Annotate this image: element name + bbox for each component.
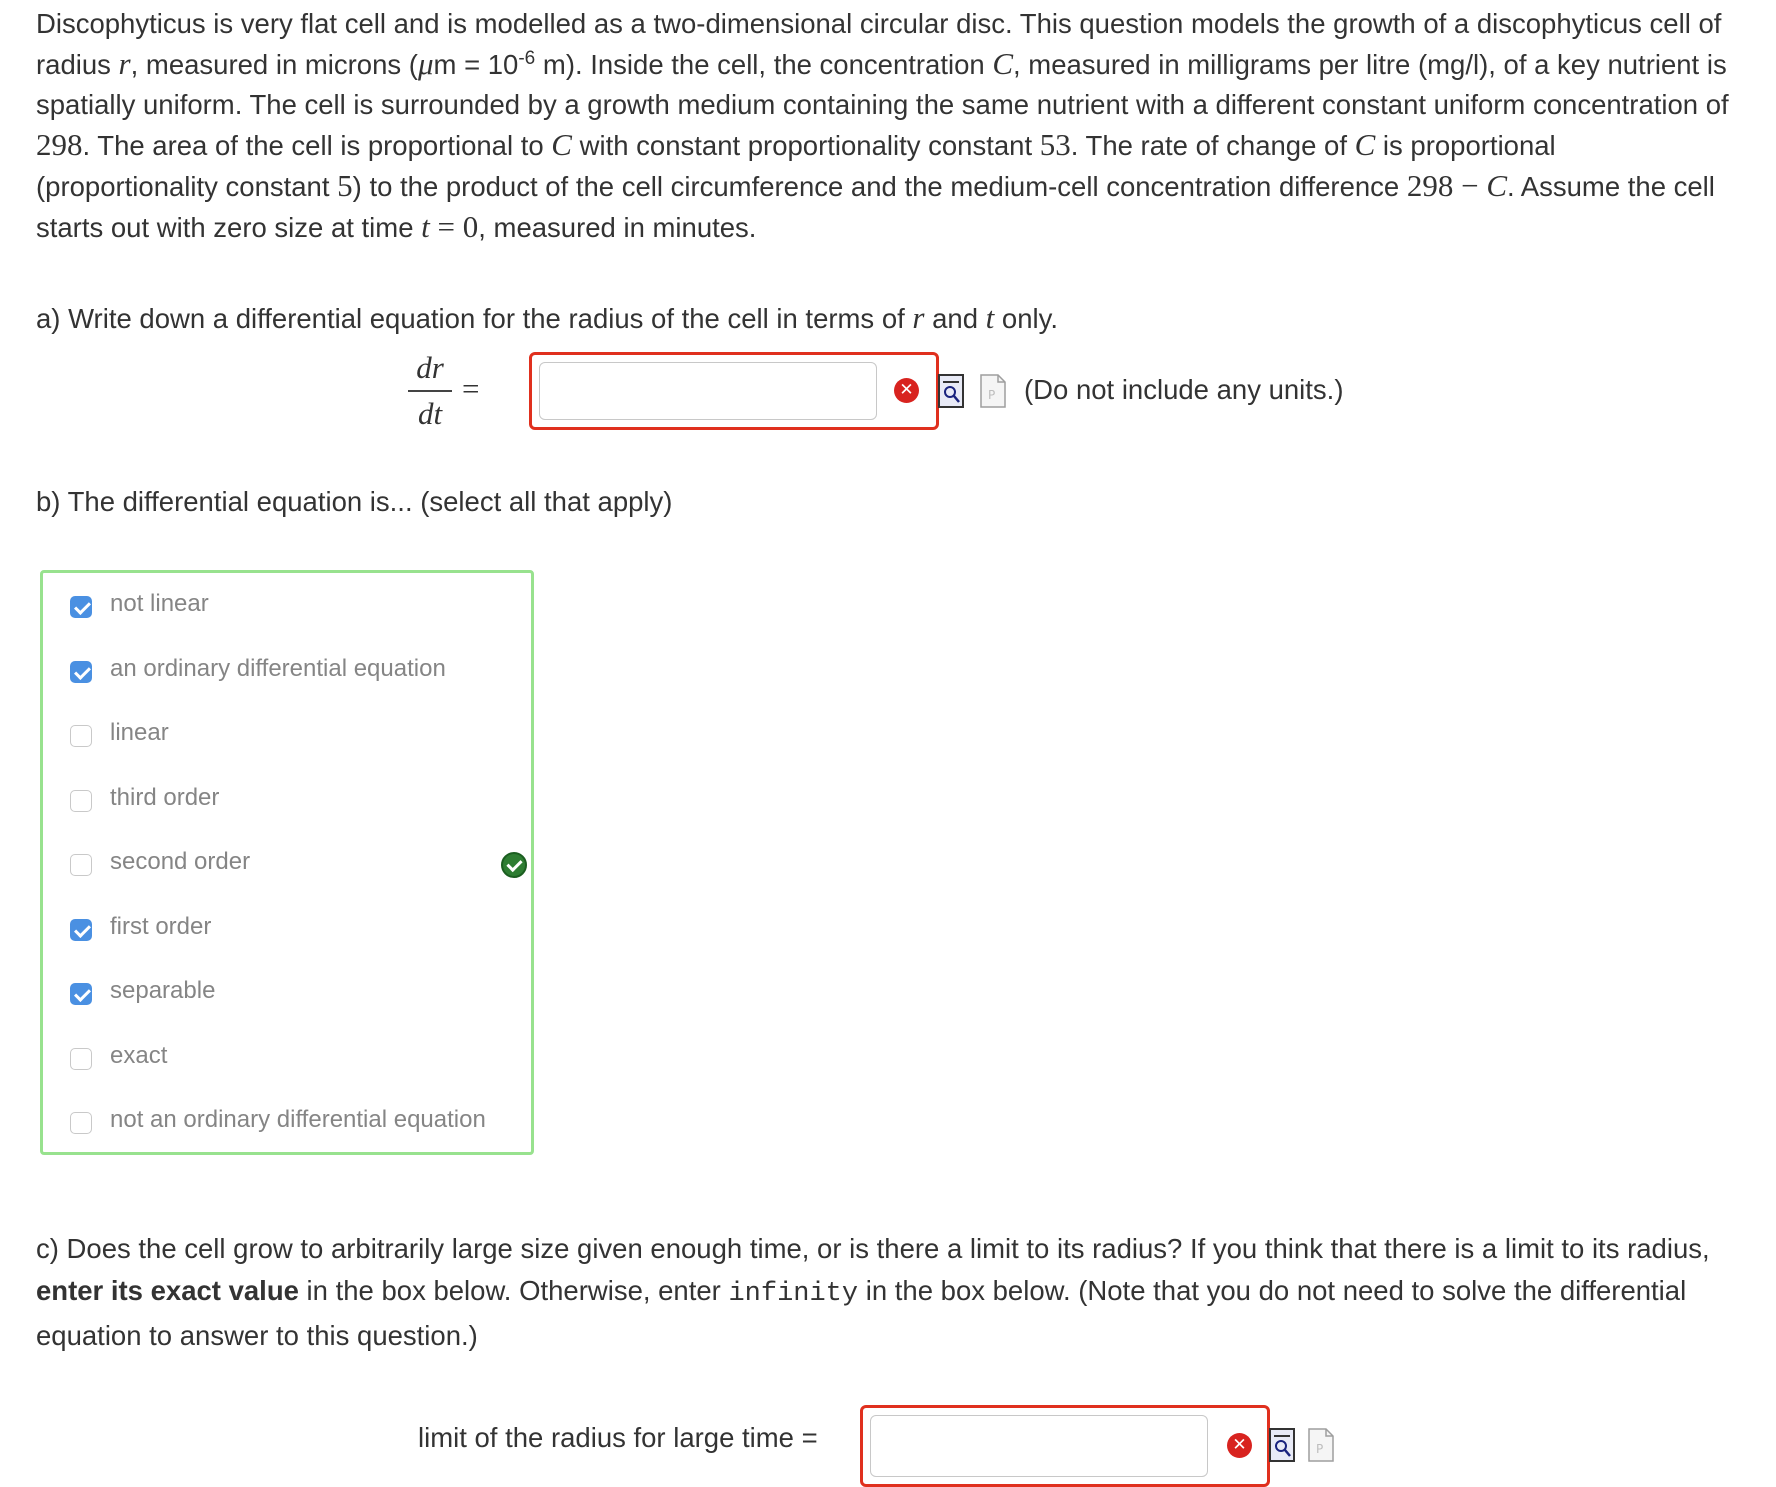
problem-statement: Discophyticus is very flat cell and is modelled as a two-dimensional circular disc. This question models the growth of a discophyticus cell of radius r, measured in microns ($\mu m = 10^{-6}$ m). Inside the cell, the concentration C, measured in milligrams per litre (mg/l), of a key nutrient is spatially uniform. The cell is surrounded by a growth medium containing the same nutrient with a different constant uniform concentration of 298. The area of the cell is proportional to C with constant proportionality constant 53. The rate of change of C is proportional (proportionality constant 5) to the product of the cell circumference and the medium-cell concentration difference 298 − C. Assume the cell starts out with zero size at time t = 0, measured in minutes. [36, 8, 1729, 244]
checkbox-label: linear [110, 719, 169, 746]
checkbox-label: not an ordinary differential equation [110, 1106, 486, 1133]
checkbox-checked[interactable] [70, 919, 92, 941]
checkbox-unchecked[interactable] [70, 725, 92, 747]
fraction-numerator: dr [416, 350, 444, 385]
part-a-answer-input[interactable] [539, 362, 877, 420]
checkbox-unchecked[interactable] [70, 1112, 92, 1134]
checkbox-label: first order [110, 912, 212, 940]
checkbox-unchecked[interactable] [70, 1048, 92, 1070]
equals-sign: = [462, 371, 480, 406]
checkbox-label: not linear [110, 590, 209, 617]
svg-text:P: P [988, 388, 996, 402]
equation-editor-icon[interactable] [1308, 1428, 1334, 1462]
part-c-answer-box [860, 1405, 1270, 1487]
preview-icon[interactable] [938, 374, 964, 408]
error-icon: ✕ [894, 378, 919, 403]
part-a-answer-box [529, 352, 939, 430]
part-a-question: a) Write down a differential equation for the radius of the cell in terms of r and t only. [36, 300, 1058, 335]
part-c-question: c) Does the cell grow to arbitrarily large size given enough time, or is there a limit to its radius? If you think that there is a limit to its radius, enter its exact value in the box below. Otherwise, enter infinity in the box below. (Note that you do not need to solve the differential equation to answer to this question.) [36, 1233, 1710, 1351]
preview-icon[interactable] [1269, 1428, 1295, 1462]
checkbox-unchecked[interactable] [70, 854, 92, 876]
part-b-question: b) The differential equation is... (select all that apply) [36, 486, 673, 517]
correct-check-icon [501, 852, 527, 878]
checkbox-label: third order [110, 783, 220, 811]
checkbox-checked[interactable] [70, 596, 92, 618]
fraction-denominator: dt [417, 396, 443, 431]
checkbox-label: exact [110, 1041, 168, 1069]
checkbox-label: an ordinary differential equation [110, 654, 446, 682]
checkbox-checked[interactable] [70, 983, 92, 1005]
checkbox-unchecked[interactable] [70, 790, 92, 812]
checkbox-label: separable [110, 977, 216, 1004]
svg-text:P: P [1316, 1442, 1324, 1456]
checkbox-checked[interactable] [70, 661, 92, 683]
error-icon: ✕ [1227, 1433, 1252, 1458]
limit-label: limit of the radius for large time = [418, 1422, 818, 1453]
limit-answer-input[interactable] [870, 1415, 1208, 1477]
units-note: (Do not include any units.) [1024, 374, 1344, 405]
checkbox-label: second order [110, 848, 251, 875]
fraction-bar [408, 390, 452, 392]
equation-editor-icon[interactable] [980, 374, 1006, 408]
dr-dt-fraction [408, 350, 452, 432]
